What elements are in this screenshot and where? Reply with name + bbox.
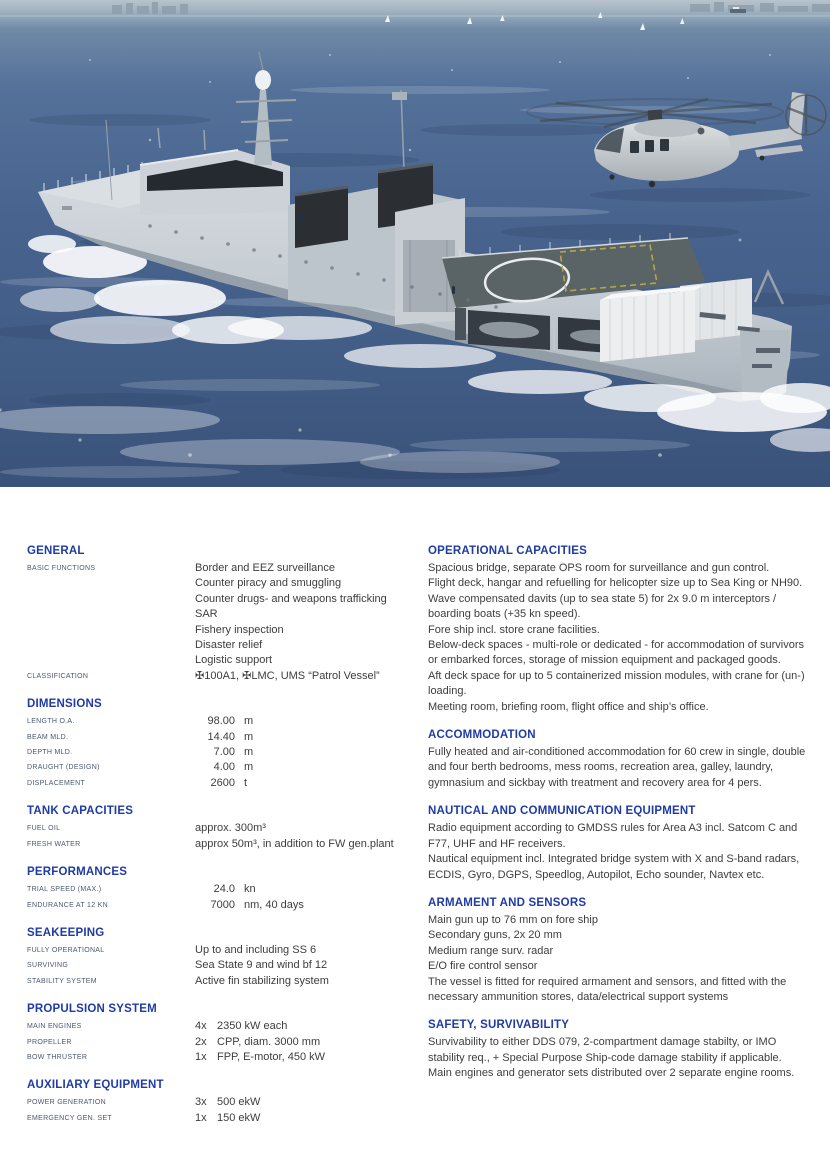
spec-unit: t [244, 776, 248, 789]
spec-value [195, 943, 316, 958]
spec-quantity: 1x [195, 1050, 207, 1063]
spec-number: 98.00 [207, 715, 235, 728]
paragraph: Secondary guns, 2x 20 mm [428, 929, 562, 942]
spec-row [27, 776, 421, 791]
spec-row [27, 898, 421, 913]
spec-value [195, 1095, 260, 1110]
section-title: ARMAMENT AND SENSORS [428, 896, 587, 909]
spec-row [27, 760, 421, 775]
spec-line: Disaster relief [195, 639, 263, 652]
spec-quantity: 4x [195, 1020, 207, 1033]
paragraph: Fore ship incl. store crane facilities. [428, 623, 600, 636]
paragraph: The vessel is fitted for required armament and sensors, and fitted with the necessary ammunition stores, data/electrical support systems [428, 975, 787, 1003]
spec-line: Logistic support [195, 654, 273, 667]
spec-number: 4.00 [213, 761, 235, 774]
spec-line: Active fin stabilizing system [195, 974, 329, 987]
spec-value [195, 1111, 260, 1126]
spec-row [27, 1050, 421, 1065]
spec-row [27, 821, 421, 836]
spec-text: 500 ekW [217, 1096, 261, 1109]
paragraph: Wave compensated davits (up to sea state 5) for 2x 9.0 m interceptors / boarding boats (+35 kn speed). [428, 592, 777, 621]
paragraph: Nautical equipment incl. Integrated bridge system with X and S-band radars, ECDIS, Gyro, DGPS, Speedlog, Autopilot, Echo sounder, Navtex etc. [428, 853, 800, 881]
spec-value [195, 821, 266, 836]
section-title: DIMENSIONS [27, 698, 102, 711]
spec-label: BEAM MLD. [27, 733, 69, 741]
spec-value [195, 730, 253, 745]
spec-row [27, 1035, 421, 1050]
spec-section [27, 698, 421, 791]
spec-row [27, 730, 421, 745]
spec-text: CPP, diam. 3000 mm [217, 1035, 321, 1048]
spec-line: Counter piracy and smuggling [195, 577, 342, 590]
spec-label: FULLY OPERATIONAL [27, 946, 105, 954]
hero-image [0, 0, 830, 487]
spec-section [27, 927, 421, 989]
left-spec-column [27, 543, 421, 1126]
spec-section [27, 1003, 421, 1065]
section-title: NAUTICAL AND COMMUNICATION EQUIPMENT [428, 805, 696, 818]
spec-label: EMERGENCY GEN. SET [27, 1114, 113, 1122]
spec-value [195, 974, 329, 989]
paragraph: Medium range surv. radar [428, 944, 554, 957]
spec-label: TRIAL SPEED (MAX.) [27, 886, 102, 894]
section-title: PERFORMANCES [27, 866, 128, 879]
spec-value [195, 882, 256, 897]
spec-value [195, 760, 253, 775]
section-title: GENERAL [27, 545, 85, 557]
paragraph: Meeting room, briefing room, flight office and ship’s office. [428, 700, 709, 713]
spec-section [428, 897, 811, 1005]
section-title: ACCOMMODATION [428, 729, 536, 742]
patrol-vessel-scene [0, 0, 830, 487]
spec-number: 7000 [210, 898, 235, 911]
spec-row [27, 561, 421, 669]
paragraph: Main gun up to 76 mm on fore ship [428, 913, 598, 926]
spec-value [195, 1050, 325, 1065]
spec-label: FUEL OIL [27, 825, 61, 833]
cabin-windows [630, 139, 669, 153]
spec-number: 7.00 [213, 746, 235, 759]
spec-value [195, 714, 253, 729]
spec-line: Sea State 9 and wind bf 12 [195, 959, 328, 972]
spec-number: 2600 [210, 776, 235, 789]
spec-unit: m [244, 715, 254, 728]
spec-quantity: 1x [195, 1111, 207, 1124]
spec-value [195, 776, 247, 791]
spec-label: POWER GENERATION [27, 1099, 106, 1107]
spec-label: BASIC FUNCTIONS [27, 565, 96, 572]
spec-section [428, 545, 811, 715]
spec-text: 150 ekW [217, 1111, 261, 1124]
spec-row [27, 882, 421, 897]
spec-label: PROPELLER [27, 1038, 72, 1046]
spec-unit: m [244, 761, 254, 774]
spec-section [27, 1079, 421, 1126]
paragraph: Survivability to either DDS 079, 2-compartment damage stabilty, or IMO stability req., + Special Purpose Ship-code damage stability if applicable. [428, 1036, 782, 1064]
section-title: SAFETY, SURVIVABILITY [428, 1019, 570, 1032]
spec-row [27, 745, 421, 760]
spec-section [27, 805, 421, 852]
paragraph: Flight deck, hangar and refuelling for helicopter size up to Sea King or NH90. [428, 577, 803, 590]
spec-value [195, 745, 253, 760]
spec-label: DISPLACEMENT [27, 779, 86, 787]
spec-value [195, 669, 380, 684]
spec-label: CLASSIFICATION [27, 672, 89, 680]
paragraph: Aft deck space for up to 5 containerized mission modules, with crane for (un-) loading. [428, 669, 805, 698]
spec-line: SAR [195, 608, 218, 621]
spec-value [195, 898, 304, 913]
spec-label: DRAUGHT (DESIGN) [27, 764, 100, 772]
spec-quantity: 3x [195, 1096, 207, 1109]
engine-housing [634, 119, 702, 137]
spec-row [27, 714, 421, 729]
spec-row [27, 1095, 421, 1110]
section-title: TANK CAPACITIES [27, 805, 134, 818]
spec-row [27, 1019, 421, 1034]
section-title: SEAKEEPING [27, 926, 105, 939]
spec-line: approx 50m³, in addition to FW gen.plant [195, 837, 394, 850]
paragraph: Below-deck spaces - multi-role or dedicated - for accommodation of survivors or embarked forces, storage of mission equipment and packaged goods. [428, 639, 804, 667]
exhaust [698, 128, 705, 135]
spec-line: Border and EEZ surveillance [195, 562, 336, 574]
section-title: OPERATIONAL CAPACITIES [428, 545, 588, 557]
spec-line: Up to and including SS 6 [195, 943, 317, 956]
spec-number: 24.0 [213, 883, 235, 896]
spec-value [195, 1019, 287, 1034]
spec-section [428, 805, 811, 883]
spec-label: LENGTH O.A. [27, 718, 75, 726]
spec-unit: nm, 40 days [244, 898, 304, 911]
paragraph: E/O fire control sensor [428, 960, 538, 973]
spec-section [428, 1019, 811, 1081]
spec-section [428, 729, 811, 791]
spec-text: FPP, E-motor, 450 kW [217, 1050, 326, 1063]
spec-value [195, 1035, 320, 1050]
paragraph: Fully heated and air-conditioned accommodation for 60 crew in single, double and four berth bedrooms, mess rooms, recreation area, galley, laundry, gymnasium and sickbay with treatment and recovery area for 4 pers. [428, 746, 806, 789]
spec-label: MAIN ENGINES [27, 1023, 82, 1031]
spec-sheet [0, 543, 830, 1161]
spec-label: DEPTH MLD. [27, 749, 73, 757]
spec-label: SURVIVING [27, 962, 69, 970]
spec-section [27, 545, 421, 684]
spec-line: Fishery inspection [195, 623, 284, 636]
spec-row [27, 958, 421, 973]
paragraph: Radio equipment according to GMDSS rules for Area A3 incl. Satcom C and F77, UHF and HF receivers. [428, 822, 798, 850]
spec-text: 2350 kW each [217, 1020, 288, 1033]
spec-row [27, 837, 421, 852]
spec-row [27, 943, 421, 958]
spec-label: STABILITY SYSTEM [27, 977, 97, 985]
spec-unit: m [244, 730, 254, 743]
section-title: PROPULSION SYSTEM [27, 1003, 157, 1016]
spec-quantity: 2x [195, 1035, 207, 1048]
spec-unit: kn [244, 883, 256, 896]
spec-value [195, 561, 387, 669]
spec-value [195, 837, 394, 852]
spec-label: BOW THRUSTER [27, 1053, 88, 1061]
right-spec-column [428, 543, 811, 1082]
spec-label: ENDURANCE AT 12 KN [27, 901, 108, 909]
spec-line: approx. 300m³ [195, 822, 266, 835]
paragraph: Main engines and generator sets distributed over 2 separate engine rooms. [428, 1067, 795, 1080]
paragraph: Spacious bridge, separate OPS room for surveillance and gun control. [428, 562, 770, 574]
spec-row [27, 974, 421, 989]
spec-section [27, 866, 421, 913]
spec-number: 14.40 [207, 730, 235, 743]
spec-line: ✠100A1, ✠LMC, UMS “Patrol Vessel” [195, 669, 380, 682]
spec-unit: m [244, 746, 254, 759]
spec-value [195, 958, 327, 973]
spec-line: Counter drugs- and weapons trafficking [195, 592, 387, 605]
spec-label: FRESH WATER [27, 840, 81, 848]
rotor-hub [648, 110, 663, 121]
section-title: AUXILIARY EQUIPMENT [27, 1079, 164, 1092]
spec-row [27, 1111, 421, 1126]
spec-row [27, 669, 421, 684]
